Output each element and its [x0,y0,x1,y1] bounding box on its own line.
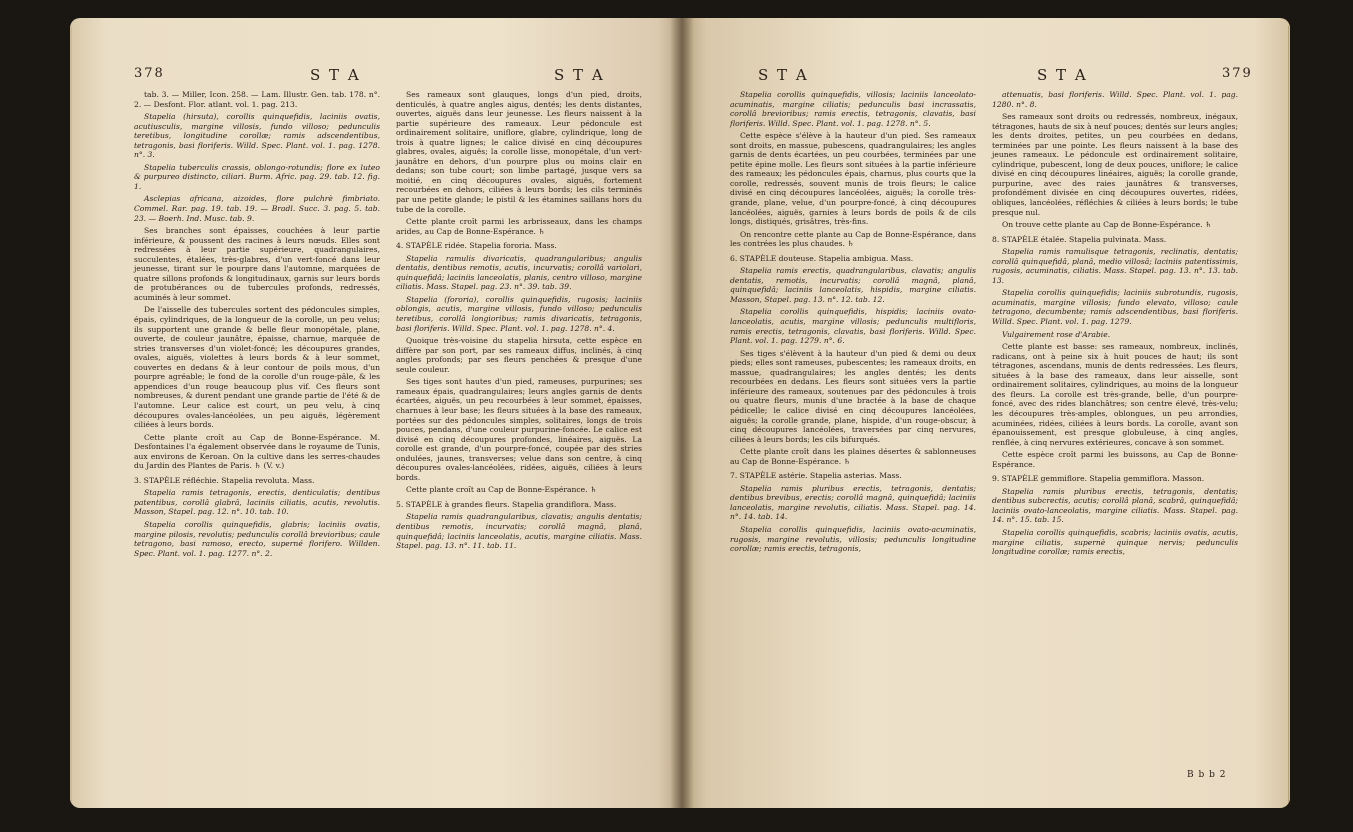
latin-citation: Stapelia corollis quinquefidis, scabris; laciniis ovatis, acutis, margine ciliatis, supernè quinque nervis; pedunculis longitudine corollæ; ramis erectis, [992,527,1238,557]
paragraph: Cette plante croît au Cap de Bonne-Espérance. M. Desfontaines l'a également observée dans le royaume de Tunis, aux environs de Keroan. On la cultive dans les serres-chaudes du Jardin des Plantes de Paris. ♄ (V. v.) [134,432,380,471]
latin-citation: Stapelia ramis quadrangularibus, clavatis; angulis dentatis; dentibus remotis, incurvatis; corollâ magnâ, planâ, quinquefidâ; laciniis lanceolatis, acutis, margine ciliatis. Mass. Stapel. pag. 13. n°. 11. tab. 11. [396,512,642,551]
paragraph: Quoique très-voisine du stapelia hirsuta, cette espèce en diffère par son port, par ses rameaux diffus, inclinés, à cinq angles profonds; par ses fleurs penchées & presque d'une seule couleur. [396,336,642,374]
right-page-edges [1288,26,1290,806]
left-page-column-2 [396,90,642,554]
left-page-number: 378 [134,66,165,81]
latin-citation: Stapelia ramis ramulisque tetragonis, reclinatis, dentatis; corollâ quinquefidâ, planâ, medio villosâ; laciniis patentissimis, rugosis, acuminatis, ciliatis. Mass. Stapel. pag. 13. n°. 13. tab. 13. [992,247,1238,285]
paragraph: Cette plante croît au Cap de Bonne-Espérance. ♄ [406,485,597,495]
paragraph: Ses rameaux sont droits ou redressés, nombreux, inégaux, tétragones, hauts de six à neuf pouces; dentés sur leurs angles; les dents droites, petites, un peu courbées en dedans, terminées par une pointe. Les fleurs naissent à la base des jeunes rameaux. Le pédoncule est ordinairement solitaire, cylindrique, pubescent, long de deux pouces, uniflore; le calice divisé en cinq découpures linéaires, aiguës; la corolle grande, purpurine, avec des raies jaunâtres & transverses, profondément divisée en cinq découpures ouvertes, ridées, obliques, lancéolées, réfléchies & ciliées à leurs bords; le tube presque nul. [992,112,1238,217]
paragraph: On rencontre cette plante au Cap de Bonne-Espérance, dans les contrées les plus chaudes. ♄ [730,229,976,249]
species-heading: 9. STAPÈLE gemmiflore. Stapelia gemmiflora. Masson. [992,474,1205,484]
latin-citation: Stapelia ramis erectis, quadrangularibus, clavatis; angulis dentatis, remotis, incurvatis; corollâ magnâ, planâ, quinquefidâ; laciniis lanceolatis, hispidis, margine ciliatis. Masson, Stapel. pag. 13. n°. 12. tab. 12. [730,266,976,304]
book-gutter [670,18,694,808]
paragraph: Cette plante croît parmi les arbrisseaux, dans les champs arides, au Cap de Bonne-Espérance. ♄ [396,217,642,236]
latin-citation: Stapelia corollis quinquefidis, hispidis; laciniis ovato-lanceolatis, acutis, margine villosis; pedunculis multifloris, ramis erectis, tetragonis, clavatis, basi floriferis. Willd. Spec. Plant. vol. 1. pag. 1279. n°. 6. [730,307,976,346]
signature-mark: B b b 2 [1187,770,1227,780]
latin-citation: Stapelia ramis pluribus erectis, tetragonis, dentatis; dentibus brevibus, erectis; corollâ magnâ, quinquefidâ; laciniis lanceolatis, margine revolutis, ciliatis. Mass. Stapel. pag. 14. n°. 14. tab. 14. [730,483,976,522]
paragraph: Ses rameaux sont glauques, longs d'un pied, droits, denticulés, à quatre angles aigus, dentés; les dents distantes, ouvertes, aiguës dans leur jeunesse. Les fleurs naissent à la partie supérieure des rameaux. Leur pédoncule est ordinairement solitaire, uniflore, glabre, cylindrique, long de trois à quatre lignes; le calice divisé en cinq découpures glabres, ovales, aiguës; la corolle lisse, monopétale, d'un vert-jaunâtre en dehors, d'un pourpre plus ou moins clair en dedans; son tube court; son limbe partagé, jusque vers sa moitié, en cinq découpures ovales, aiguës, fortement recourbées en dehors, ciliées à leurs bords; les cils terminés par une petite glande; le pistil & les étamines saillans hors du tube de la corolle. [396,90,642,214]
latin-citation: Stapelia corollis quinquefidis, villosis; laciniis lanceolato-acuminatis, margine ciliatis; pedunculis basi incrassatis, corollâ brevioribus; ramis erectis, tetragonis, clavatis, basi floriferis. Willd. Spec. Plant. vol. 1. pag. 1278. n°. 5. [730,90,976,128]
paragraph: Cette plante croît dans les plaines désertes & sablonneuses au Cap de Bonne-Espérance. ♄ [730,447,976,466]
right-page-column-1 [730,90,976,557]
paragraph: Cette plante est basse: ses rameaux, nombreux, inclinés, radicans, ont à peine six à huit pouces de haut; ils sont tétragones, ascendans, munis de dents redressées. Les fleurs, situées à la base des rameaux, dans leur aisselle, sont ordinairement solitaires, cylindriques, au moins de la longueur des fleurs. La corolle est très-grande, belle, d'un pourpre-foncé, avec des rides blanchâtres; son centre élevé, très-velu; les découpures très-amples, oblongues, un peu arrondies, acuminées, ridées, ciliées à leurs bords. La corolle, avant son épanouissement, est presque globuleuse, à cinq angles, renflée, à cinq nervures extérieures, concave à son sommet. [992,342,1238,447]
latin-citation: Stapelia ramis tetragonis, erectis, denticulatis; dentibus patentibus, corollâ glabrâ, laciniis ciliatis, acutis, revolutis. Masson, Stapel. pag. 12. n°. 10. tab. 10. [134,488,380,517]
latin-citation: Stapelia tuberculis crassis, oblongo-rotundis; flore ex luteo & purpureo distincto, ciliari. Burm. Afric. pag. 29. tab. 12. fig. 1. [134,162,380,191]
latin-citation: Stapelia ramulis divaricatis, quadrangularibus; angulis dentatis, dentibus remotis, acutis, incurvatis; corollâ variolari, quinquefidâ; laciniis lanceolatis, planis, centro villoso, margine ciliatis. Mass. Stapel. pag. 23. n°. 39. tab. 39. [396,253,642,292]
latin-citation: Asclepias africana, aizoides, flore pulchrè fimbriato. Commel. Rar. pag. 19. tab. 19. — Bradl. Succ. 3. pag. 5. tab. 23. — Boerh. Ind. Musc. tab. 9. [134,194,380,223]
species-heading: 3. STAPÈLE réfléchie. Stapelia revoluta. Mass. [134,475,315,485]
paragraph: Cette espèce croît parmi les buissons, au Cap de Bonne-Espérance. [992,450,1238,469]
latin-citation: Stapelia corollis quinquefidis, laciniis ovato-acuminatis, rugosis, margine revolutis, villosis; pedunculis longitudine corollæ; ramis erectis, tetragonis, [730,524,976,554]
species-heading: 6. STAPÈLE douteuse. Stapelia ambigua. Mass. [730,253,914,263]
left-running-head-1: S T A [310,66,361,84]
species-heading: 7. STAPÈLE astérie. Stapelia asterias. Mass. [730,471,902,481]
latin-citation: Vulgairement rose d'Arabie. [1002,329,1111,339]
latin-citation: Stapelia corollis quinquefidis; laciniis subrotundis, rugosis, acuminatis, margine villosis; fundo elevato, villoso; caule tetragono, decumbente; ramis adscendentibus, basi floriferis. Willd. Spec. Plant. vol. 1. pag. 1279. [992,288,1238,327]
species-heading: 8. STAPÈLE étalée. Stapelia pulvinata. Mass. [992,234,1167,244]
right-page [682,18,1290,808]
paragraph: De l'aisselle des tubercules sortent des pédoncules simples, épais, cylindriques, de la longueur de la corolle, un peu velus; ils supportent une grande & belle fleur monopétale, plane, ouverte, de couleur jaunâtre, épaisse, charnue, marquée de stries transverses d'un violet-foncé; les découpures grandes, ovales, aiguës, violettes à leurs bords & à leur sommet, couvertes en dedans & à leur contour de poils mous, d'un pourpre agréable; le fond de la corolle d'un rouge-pâle, & les appendices d'un rouge beaucoup plus vif. Ces fleurs sont nombreuses, & durent pendant une grande partie de l'été & de l'automne. Leur calice est court, un peu velu, à cinq découpures ovales-lancéolées, un peu aiguës, légèrement ciliées à leurs bords. [134,305,380,430]
right-page-column-2 [992,90,1238,560]
right-page-number: 379 [1222,66,1253,81]
paragraph: tab. 3. — Miller, Icon. 258. — Lam. Illustr. Gen. tab. 178. n°. 2. — Desfont. Flor. atlant. vol. 1. pag. 213. [134,90,380,109]
species-heading: 5. STAPÈLE à grandes fleurs. Stapelia grandiflora. Mass. [396,499,617,509]
left-page-column-1 [134,90,380,561]
paragraph: Ses tiges s'élèvent à la hauteur d'un pied & demi ou deux pieds; elles sont rameuses, pubescentes; les rameaux droits, en massue, quadrangulaires; les angles dentés; les dents recourbées en dedans. Les fleurs sont situées vers la partie inférieure des rameaux, soutenues par des pédoncules à trois ou quatre fleurs, munis d'une bractée à la base de chaque pédicelle; le calice divisé en cinq découpures lancéolées, aiguës; la corolle grande, plane, hispide, d'un rouge-obscur, à cinq découpures lancéolées, traversées par cinq nervures, ciliées à leurs bords; les cils bifurqués. [730,348,976,444]
left-page [70,18,682,808]
latin-citation: attenuatis, basi floriferis. Willd. Spec. Plant. vol. 1. pag. 1280. n°. 8. [992,90,1238,109]
latin-citation: Stapelia (hirsuta), corollis quinquefidis, laciniis ovatis, acutiusculis, margine villosis, fundo villoso; pedunculis teretibus, longitudine corollæ; ramis adscendentibus, tetragonis, basi floriferis. Willd. Spec. Plant. vol. 1. pag. 1278. n°. 3. [134,112,380,160]
left-page-edges [70,26,72,806]
paragraph: Ses branches sont épaisses, couchées à leur partie inférieure, & poussent des racines à leurs nœuds. Elles sont redressées à leur partie supérieure, quadrangulaires, succulentes, étalées, très-glabres, d'un vert-foncé dans leur jeunesse, tirant sur le pourpre dans l'automne, marquées de quatre sillons profonds & longitudinaux, garnis sur leurs bords de protubérances ou de tubercules profonds, redressés, acuminés à leur sommet. [134,226,380,302]
paragraph: Cette espèce s'élève à la hauteur d'un pied. Ses rameaux sont droits, en massue, pubescens, quadrangulaires; les angles garnis de dents écartées, un peu courbées, terminées par une petite épine molle. Les fleurs sont situées à la partie inférieure des rameaux; les pédoncules épais, charnus, plus courts que la corolle, redressés, souvent munis de trois fleurs; le calice divisé en cinq découpures lancéolées, aiguës; la corolle très-grande, plane, velue, d'un pourpre-foncé, à cinq découpures lancéolées, aiguës, garnies à leurs bords de poils & de cils longs, distiqués, grisâtres, très-fins. [730,131,976,227]
right-running-head-2: S T A [1037,66,1088,84]
left-running-head-2: S T A [554,66,605,84]
latin-citation: Stapelia (fororia), corollis quinquefidis, rugosis; laciniis oblongis, acutis, margine villosis, fundo villoso; pedunculis teretibus, corollâ longioribus; ramis divaricatis, tetragonis, basi floriferis. Willd. Spec. Plant. vol. 1. pag. 1278. n°. 4. [396,294,642,333]
paragraph: Ses tiges sont hautes d'un pied, rameuses, purpurines; ses rameaux épais, quadrangulaires; leurs angles garnis de dents écartées, aiguës, un peu recourbées à leur sommet, épaisses, charnues à leur base; les fleurs situées à la base des rameaux, portées sur des pédoncules simples, solitaires, longs de trois pouces, pendans, d'une couleur purpurine-foncée. Le calice est divisé en cinq découpures profondes, linéaires, aiguës. La corolle est grande, d'un pourpre-foncé, coupée par des stries ondulées, jaunes, transverses; velue dans son centre, à cinq découpures ovales-lancéolées, ridées, aiguës, ciliées à leurs bords. [396,377,642,482]
open-book [70,18,1290,818]
species-heading: 4. STAPÈLE ridée. Stapelia fororia. Mass. [396,241,557,251]
paragraph: On trouve cette plante au Cap de Bonne-Espérance. ♄ [1002,220,1212,230]
latin-citation: Stapelia corollis quinquefidis, glabris; laciniis ovatis, margine pilosis, revolutis; pedunculis corollâ brevioribus; caule tetragono, basi ramoso, erecto, superné florifero. Willden. Spec. Plant. vol. 1. pag. 1277. n°. 2. [134,519,380,558]
latin-citation: Stapelia ramis pluribus erectis, tetragonis, dentatis; dentibus subcrectis, acutis; corollâ planâ, scabrâ, quinquefidâ; laciniis ovato-lanceolatis, margine ciliatis. Mass. Stapel. pag. 14. n°. 15. tab. 15. [992,486,1238,525]
right-running-head-1: S T A [758,66,809,84]
